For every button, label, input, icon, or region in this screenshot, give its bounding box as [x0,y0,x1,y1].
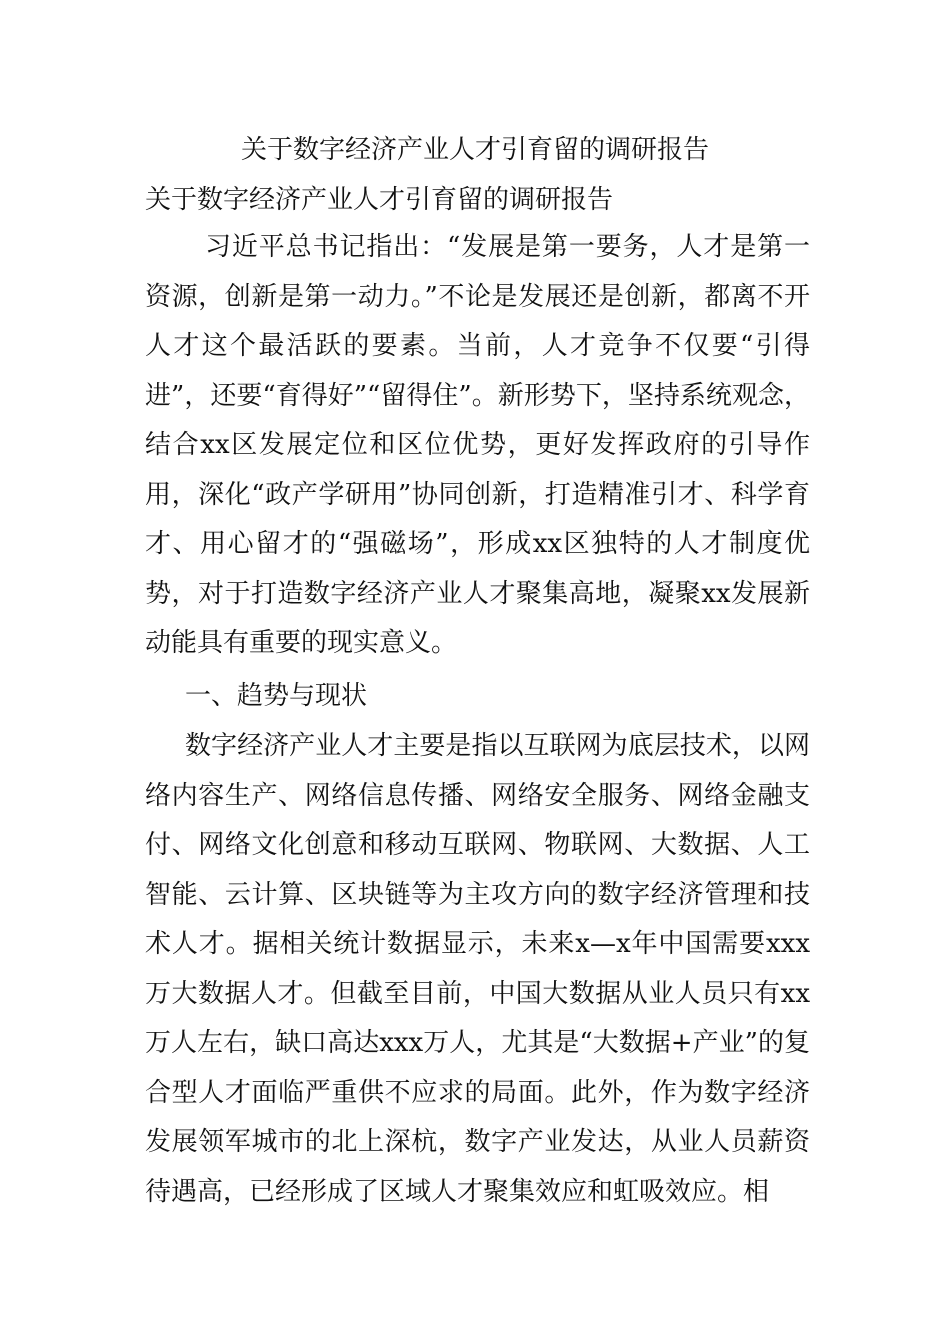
section-heading: 一、趋势与现状 [185,681,368,711]
document-title: 关于数字经济产业人才引育留的调研报告 [240,135,709,165]
section-paragraph: 数字经济产业人才主要是指以互联网为底层技术，以网络内容生产、网络信息传播、网络安全服务、网络金融支付、网络文化创意和移动互联网、物联网、大数据、人工智能、云计算、区块链等为主攻方向的数字经济管理和技术人才。据相关统计数据显示，未来x—x年中国需要xxx万大数据人才。但截至目前，中国大数据从业人员只有xx万人左右，缺口高达xxx万人，尤其是“大数据+产业”的复合型人才面临严重供不应求的局面。此外，作为数字经济发展领军城市的北上深杭，数字产业发达，从业人员薪资待遇高，已经形成了区域人才聚集效应和虹吸效应。相 [145,731,810,1207]
document-subtitle: 关于数字经济产业人才引育留的调研报告 [145,185,614,215]
intro-paragraph: 习近平总书记指出：“发展是第一要务，人才是第一资源，创新是第一动力。”不论是发展还是创新，都离不开人才这个最活跃的要素。当前，人才竞争不仅要“引得进”，还要“育得好”“留得住”。新形势下，坚持系统观念，结合xx区发展定位和区位优势，更好发挥政府的引导作用，深化“政产学研用”协同创新，打造精准引才、科学育才、用心留才的“强磁场”，形成xx区独特的人才制度优势，对于打造数字经济产业人才聚集高地，凝聚xx发展新动能具有重要的现实意义。 [145,232,810,658]
